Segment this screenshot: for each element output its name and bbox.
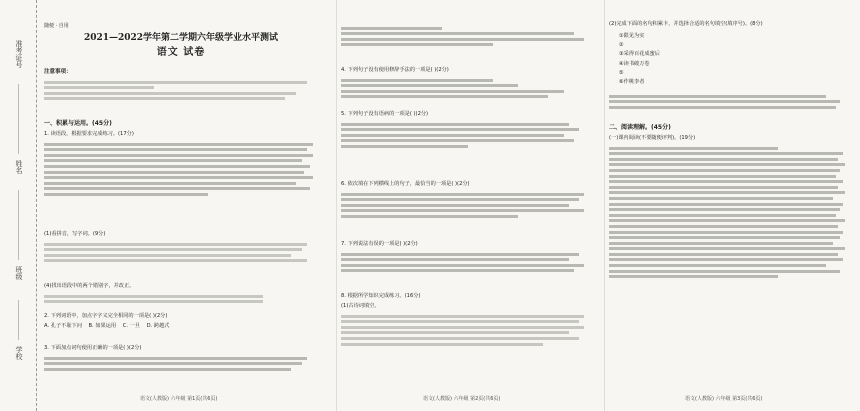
quote-card-item: ③采得百花成蜜后 bbox=[619, 51, 660, 58]
q4-choices bbox=[341, 76, 594, 101]
question-2: 2. 下列词语中，加点字字义完全相同的一项是( )(2分) bbox=[44, 313, 168, 319]
binding-margin bbox=[0, 0, 37, 411]
exam-subtitle: 语文 试卷 bbox=[156, 47, 206, 58]
q8-poem-blanks bbox=[341, 312, 594, 348]
binding-line bbox=[18, 84, 19, 154]
binding-label-class: 班级 bbox=[15, 266, 23, 280]
choice-item: D. 跨越式 bbox=[146, 323, 170, 329]
q5-choices bbox=[341, 120, 594, 151]
page-footer: 语文(人教版) 六年级 第1页(共6页) bbox=[140, 396, 218, 402]
question-1-4: (4)找出语段中的两个错别字，并改正。 bbox=[44, 283, 135, 289]
choice-item: C. 一旦 bbox=[122, 323, 141, 329]
q2-choices bbox=[44, 322, 318, 331]
question-3: 3. 下面加点词句使用正确的一项是( )(2分) bbox=[44, 345, 142, 351]
q3-choices bbox=[44, 354, 318, 373]
reading-1: (一)课内阅读(不要随便评判)。(19分) bbox=[609, 135, 696, 141]
question-7: 7. 下列说法有误的一项是( )(2分) bbox=[341, 241, 418, 247]
question-8: 8. 根据所学知识完成练习。(16分) bbox=[341, 293, 421, 299]
binding-line bbox=[18, 190, 19, 260]
section-heading: 二、阅读理解。(45分) bbox=[609, 124, 671, 131]
quote-card-item: ④读书破万卷 bbox=[619, 60, 650, 67]
quote-card-item: ①限见为实 bbox=[619, 33, 645, 39]
q1-4-blanks bbox=[44, 292, 318, 306]
reading-passage bbox=[609, 144, 850, 281]
stamp-label: 随便 · 自用 bbox=[44, 23, 69, 29]
question-6: 6. 依次填在下列横线上的句子，最恰当的一项是( )(2分) bbox=[341, 181, 470, 187]
question-4: 4. 下列句子没有使用修辞手法的一项是( )(2分) bbox=[341, 67, 449, 73]
quote-card-item: ② bbox=[619, 42, 624, 49]
choice-item: B. 如果运用 bbox=[88, 323, 117, 329]
question-1: 1. 读语段，根据要求完成练习。(17分) bbox=[44, 131, 134, 137]
page-column-2 bbox=[336, 0, 598, 411]
q1-passage bbox=[44, 140, 318, 199]
notes-heading: 注意事项： bbox=[44, 69, 72, 75]
binding-label-id: 准考证号 bbox=[15, 40, 23, 68]
quote-card-list bbox=[619, 32, 759, 87]
binding-label-name: 姓名 bbox=[15, 160, 23, 174]
page-column-1 bbox=[40, 0, 322, 411]
page-footer: 语文(人教版) 六年级 第3页(共6页) bbox=[685, 396, 763, 402]
q1-subquestions bbox=[44, 240, 318, 265]
q6-passage bbox=[341, 190, 594, 221]
quote-card-item: ⑥作桃李者 bbox=[619, 79, 645, 86]
quote-card-item: ⑤ bbox=[619, 69, 624, 76]
exam-title: 2021—2022学年第二学期六年级学业水平测试 bbox=[83, 33, 279, 43]
binding-label-school: 学校 bbox=[15, 346, 23, 360]
notes-body bbox=[44, 78, 318, 103]
binding-line bbox=[18, 300, 19, 340]
choice-item: A. 孔子不耻下问 bbox=[44, 323, 82, 329]
question-1-1: (1)看拼音，写字词。(9分) bbox=[44, 231, 106, 237]
page-footer: 语文(人教版) 六年级 第2页(共6页) bbox=[423, 396, 501, 402]
question-8-2: (2)完成下面的名句积累卡，并选择合适的名句填空(填序号)。(8分) bbox=[609, 21, 763, 27]
q8-2-fill bbox=[609, 92, 850, 111]
question-8-1: (1)古诗词填空。 bbox=[341, 303, 380, 309]
q7-choices bbox=[341, 250, 594, 275]
section-heading: 一、积累与运用。(45分) bbox=[44, 120, 112, 127]
q3-continued bbox=[341, 24, 594, 49]
page-column-3 bbox=[604, 0, 854, 411]
question-5: 5. 下列句子没有语病的一项是( )(2分) bbox=[341, 111, 429, 117]
